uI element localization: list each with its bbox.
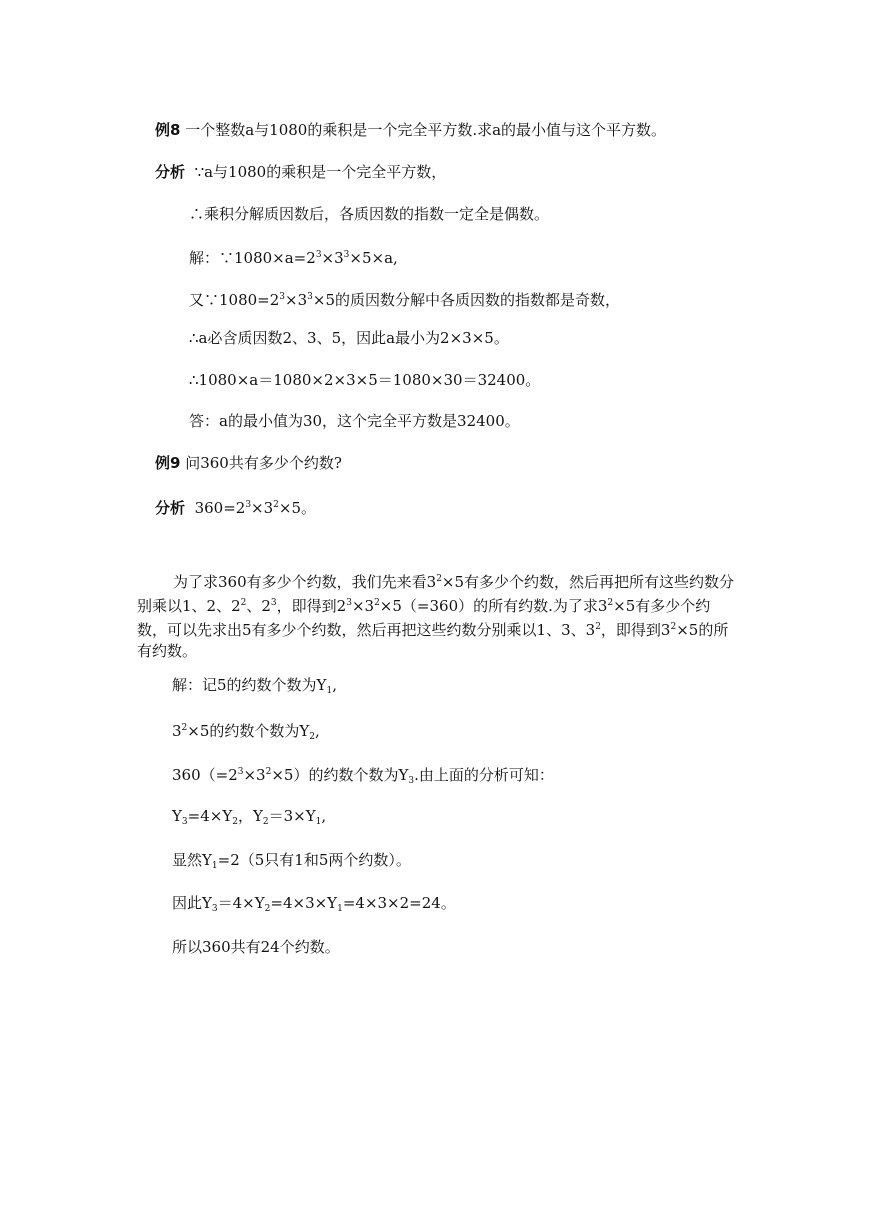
- analysis-text: ∵a与1080的乘积是一个完全平方数，: [194, 163, 447, 181]
- example-9-label: 例9: [155, 454, 181, 472]
- solution-line-4: $Y_3=4\times Y_2$，$Y_2=3\times Y_1$,: [172, 807, 327, 827]
- example-9-analysis: 分析 $360=2^3\times 3^2\times 5$。: [155, 499, 317, 517]
- example-8-line-5: ∴1080×a＝1080×2×3×5＝1080×30＝32400。: [189, 371, 541, 389]
- analysis-label: 分析: [155, 163, 186, 181]
- solution-line-1: 解：记5的约数个数为$Y_1$,: [172, 676, 337, 696]
- example-8-line-3: 又$\because 1080=2^3\times 3^3\times 5$的质因数分解中各质因数的指数都是奇数，: [189, 291, 621, 309]
- example-8-question: [155, 120, 666, 140]
- example-8-line-2: 解：$\because 1080\times a=2^3\times 3^3\times 5\times a$,: [189, 249, 398, 267]
- analysis-label: 分析: [155, 499, 186, 517]
- example-8-text: 一个整数a与1080的乘积是一个完全平方数.求a的最小值与这个平方数。: [180, 121, 667, 139]
- example-8-analysis: [155, 162, 446, 182]
- solution-line-6: 因此$Y_3=4\times Y_2=4\times 3\times Y_1=4\times 3\times 2=24$。: [172, 894, 456, 914]
- solution-line-2: $3^2\times 5$的约数个数为$Y_2$,: [172, 722, 320, 742]
- example-9-question: [155, 453, 342, 473]
- example-8-line-4: ∴a必含质因数2、3、5，因此a最小为2×3×5。: [189, 329, 509, 347]
- example-9-text: 问360共有多少个约数?: [180, 454, 342, 472]
- example-8-line-1: ∴乘积分解质因数后，各质因数的指数一定全是偶数。: [189, 205, 550, 223]
- solution-line-3: $360(=2^3\times 3^2\times 5)$的约数个数为$Y_3$.由上面的分析可知：: [172, 766, 554, 786]
- solution-line-5: 显然$Y_1=2(5$只有1和5两个约数）。: [172, 851, 411, 871]
- solution-conclusion: 所以360共有24个约数。: [172, 938, 340, 956]
- example-8-answer: 答：a的最小值为30，这个完全平方数是32400。: [189, 412, 520, 430]
- example-8-label: 例8: [155, 121, 181, 139]
- example-9-paragraph: 为了求360有多少个约数，我们先来看$3^2\times 5$有多少个约数，然后再把所有这些约数分别乘以1、2、$2^2$、$2^3$，即得到$2^3\times 3^2\times 5(=360)$的所有约数.为了求$3^2\times 5$有多少个约数，可以先求出5有多少个约数，然后再把这些约数分别乘以1、3、$3^2$，即得到$3^2\times 5$的所有约数。: [137, 573, 735, 660]
